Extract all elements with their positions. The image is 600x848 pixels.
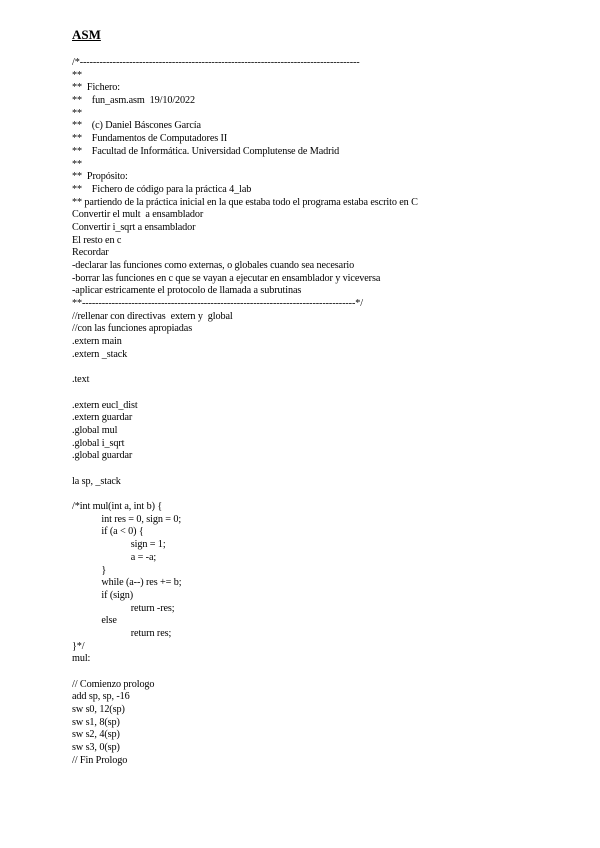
document-line: ** Fichero: [72, 82, 121, 94]
document-line: sw s0, 12(sp) [72, 704, 125, 716]
document-line: .text [72, 374, 90, 386]
document-line: la sp, _stack [72, 475, 121, 487]
document-line: .global mul [72, 424, 118, 436]
document-line: ** [72, 158, 82, 170]
document-line [72, 387, 592, 400]
document-line: sw s3, 0(sp) [72, 742, 120, 754]
document-line: .extern guardar [72, 412, 133, 424]
document-line: Recordar [72, 247, 109, 259]
document-line: else [72, 615, 117, 627]
document-line: //rellenar con directivas extern y global [72, 310, 233, 322]
document-line: return -res; [72, 602, 175, 614]
document-line: Convertir i_sqrt a ensamblador [72, 221, 196, 233]
document-line: int res = 0, sign = 0; [72, 513, 182, 525]
document-line: .extern eucl_dist [72, 399, 138, 411]
document-line: return res; [72, 627, 172, 639]
document-line: .extern _stack [72, 348, 128, 360]
document-line: // Fin Prologo [72, 754, 128, 766]
document-line: **-----------------------------------------------------------------------------------*/ [72, 298, 363, 310]
document-line: El resto en c [72, 234, 122, 246]
document-line: ** (c) Daniel Báscones García [72, 120, 201, 132]
document-line: add sp, sp, -16 [72, 691, 130, 703]
document-title: ASM [72, 27, 101, 42]
document-line [72, 463, 592, 476]
document-line: -borrar las funciones en c que se vayan a ejecutar en ensamblador y viceversa [72, 272, 381, 284]
document-line: /*int mul(int a, int b) { [72, 501, 163, 513]
document-line: } [72, 564, 107, 576]
document-line: /*------------------------------------------------------------------------------------- [72, 57, 360, 68]
document-line [72, 362, 592, 375]
document-line: -declarar las funciones como externas, o globales cuando sea necesario [72, 260, 355, 271]
document-line: .global i_sqrt [72, 437, 125, 449]
document-line: sign = 1; [72, 539, 166, 551]
document-line: ** Fichero de código para la práctica 4_lab [72, 183, 252, 195]
document-line: sw s2, 4(sp) [72, 729, 120, 741]
document-line: // Comienzo prologo [72, 678, 155, 690]
document-line: Convertir el mult a ensamblador [72, 209, 204, 221]
document-line: if (sign) [72, 589, 134, 601]
document-line: sw s1, 8(sp) [72, 716, 120, 728]
document-line [72, 488, 592, 501]
document-line: ** Facultad de Informática. Universidad Complutense de Madrid [72, 145, 340, 157]
document-line: while (a--) res += b; [72, 577, 182, 589]
document-body [72, 57, 592, 768]
document-line: mul: [72, 653, 91, 665]
document-line: ** partiendo de la práctica inicial en la que estaba todo el programa estaba escrito en C [72, 196, 418, 208]
document-line: ** Fundamentos de Computadores II [72, 133, 228, 145]
document-line: -aplicar estricamente el protocolo de llamada a subrutinas [72, 285, 302, 297]
document-line: if (a < 0) { [72, 526, 144, 538]
document-line: }*/ [72, 640, 85, 652]
document-line: a = -a; [72, 551, 157, 563]
document-line: //con las funciones apropiadas [72, 323, 193, 335]
document-line: ** [72, 69, 82, 81]
document-line: .extern main [72, 336, 122, 348]
document-line: .global guardar [72, 450, 133, 462]
document-line: ** [72, 107, 82, 119]
document-line: ** Propósito: [72, 171, 128, 183]
document-line: ** fun_asm.asm 19/10/2022 [72, 95, 196, 107]
document-line [72, 666, 592, 679]
